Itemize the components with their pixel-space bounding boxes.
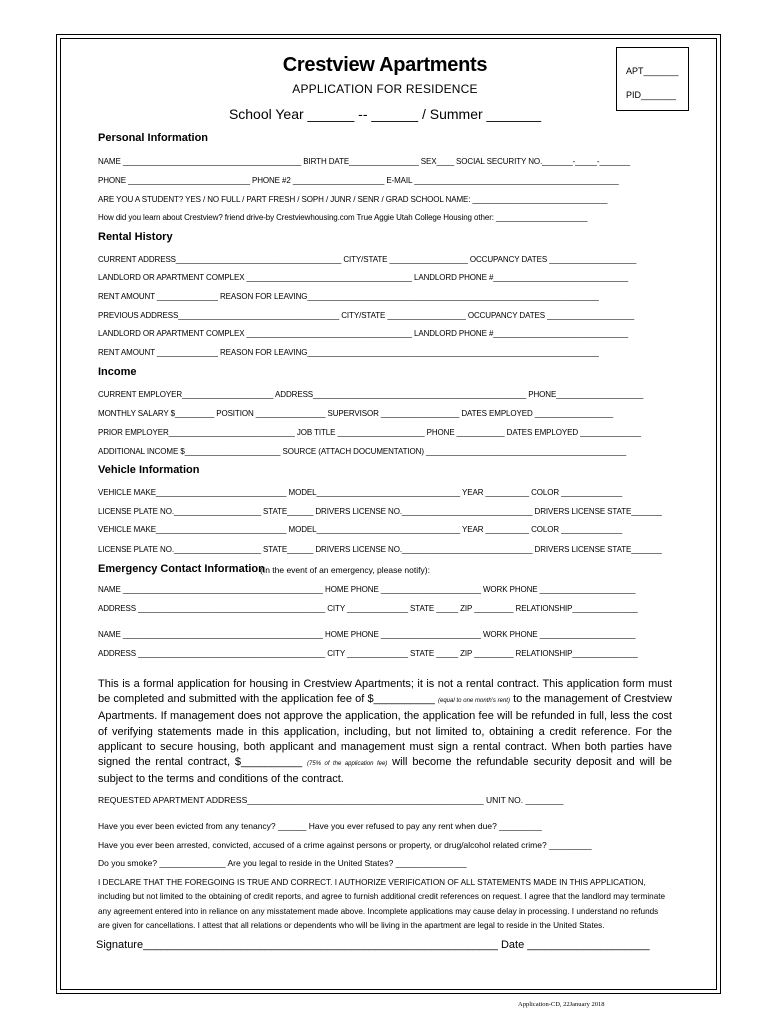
application-terms-paragraph: This is a formal application for housing in Crestview Apartments; it is not a rental contract. This application form must be completed and submitted with the application fee of $__________ (equal to one month's rent) to the management of Crestview Apartments. If management does not approve the application, the application fee will be refunded in full, less the cost of verifying statements made in this application, including, but not limited to, obtaining a credit reference. For the applicant to secure housing, both applicant and management must sign a rental contract. When both parties have signed the rental contract, $__________ (75% of the application fee) will become the refundable security deposit and will be subject to the terms and conditions of the contract. bbox=[98, 678, 673, 786]
rental-previous-rent-row[interactable]: RENT AMOUNT ______________ REASON FOR LEAVING___________________________________________________________________ bbox=[98, 348, 599, 357]
income-additional-row[interactable]: ADDITIONAL INCOME $______________________ SOURCE (ATTACH DOCUMENTATION) ______________________________________________ bbox=[98, 447, 627, 456]
rental-previous-address-row[interactable]: PREVIOUS ADDRESS_____________________________________ CITY/STATE __________________ OCCUPANCY DATES ____________________ bbox=[98, 311, 635, 320]
smoke-question-row[interactable]: Do you smoke? ______________ Are you legal to reside in the United States? _______________ bbox=[98, 858, 467, 868]
requested-apartment-row[interactable]: REQUESTED APARTMENT ADDRESS__________________________________________________ UNIT NO. ________ bbox=[98, 795, 564, 805]
section-emergency-contact: Emergency Contact Information bbox=[98, 563, 265, 575]
rental-current-rent-row[interactable]: RENT AMOUNT ______________ REASON FOR LEAVING___________________________________________________________________ bbox=[98, 292, 599, 301]
pid-field[interactable]: PID_______ bbox=[626, 90, 677, 100]
personal-phone-row[interactable]: PHONE ____________________________ PHONE #2 _____________________ E-MAIL _______________________________________________ bbox=[98, 176, 619, 185]
school-year-field[interactable]: School Year ______ -- ______ / Summer _______ bbox=[228, 106, 542, 122]
personal-name-row[interactable]: NAME _________________________________________ BIRTH DATE________________ SEX____ SOCIAL SECURITY NO._______-_____-_______ bbox=[98, 157, 630, 166]
income-prior-employer-row[interactable]: PRIOR EMPLOYER_____________________________ JOB TITLE ____________________ PHONE ___________ DATES EMPLOYED ______________ bbox=[98, 428, 642, 437]
emergency-address-row-2[interactable]: ADDRESS ___________________________________________ CITY ______________ STATE _____ ZIP _________ RELATIONSHIP_______________ bbox=[98, 649, 638, 658]
section-income: Income bbox=[98, 366, 137, 378]
emergency-name-row-2[interactable]: NAME ______________________________________________ HOME PHONE _______________________ WORK PHONE ______________________ bbox=[98, 630, 636, 639]
section-vehicle-information: Vehicle Information bbox=[98, 464, 200, 476]
income-current-employer-row[interactable]: CURRENT EMPLOYER_____________________ ADDRESS_________________________________________________ PHONE____________________ bbox=[98, 390, 644, 399]
arrest-question-row[interactable]: Have you ever been arrested, convicted, accused of a crime against persons or property, or drug/alcohol related crime? _________ bbox=[98, 840, 592, 850]
vehicle-license-row-2[interactable]: LICENSE PLATE NO.____________________ STATE______ DRIVERS LICENSE NO.______________________________ DRIVERS LICENSE STATE_______ bbox=[98, 545, 662, 554]
personal-student-row[interactable]: ARE YOU A STUDENT? YES / NO FULL / PART FRESH / SOPH / JUNR / SENR / GRAD SCHOOL NAME: _______________________________ bbox=[98, 195, 608, 204]
vehicle-make-row-2[interactable]: VEHICLE MAKE______________________________ MODEL_________________________________ YEAR __________ COLOR ______________ bbox=[98, 525, 623, 534]
emergency-name-row[interactable]: NAME ______________________________________________ HOME PHONE _______________________ WORK PHONE ______________________ bbox=[98, 585, 636, 594]
section-personal-information: Personal Information bbox=[98, 132, 209, 144]
vehicle-make-row[interactable]: VEHICLE MAKE______________________________ MODEL_________________________________ YEAR __________ COLOR ______________ bbox=[98, 488, 623, 497]
form-subtitle: APPLICATION FOR RESIDENCE bbox=[292, 82, 478, 96]
emergency-address-row[interactable]: ADDRESS ___________________________________________ CITY ______________ STATE _____ ZIP _________ RELATIONSHIP_______________ bbox=[98, 604, 638, 613]
declaration-text: I DECLARE THAT THE FOREGOING IS TRUE AND CORRECT. I AUTHORIZE VERIFICATION OF ALL STATEMENTS MADE IN THIS APPLICATION, including but not limited to the obtaining of credit reports, and agree to furnish additional credit references on request. I agree that the landlord may terminate any agreement entered into in reliance on any misstatement made above. Incomplete applications may cause delay in processing. I understand no refunds are given for cancellations. I attest that all relations or dependents who will be living in the apartment are legal to reside in the United States. bbox=[98, 878, 666, 931]
page-title: Crestview Apartments bbox=[282, 54, 488, 76]
signature-date-row[interactable]: Signature__________________________________________________________ Date ____________________ bbox=[96, 939, 650, 951]
rental-current-landlord-row[interactable]: LANDLORD OR APARTMENT COMPLEX ______________________________________ LANDLORD PHONE #_______________________________ bbox=[98, 273, 629, 282]
emergency-note: (In the event of an emergency, please notify): bbox=[260, 565, 430, 575]
rental-current-address-row[interactable]: CURRENT ADDRESS______________________________________ CITY/STATE __________________ OCCUPANCY DATES ____________________ bbox=[98, 255, 637, 264]
apt-field[interactable]: APT_______ bbox=[626, 66, 679, 76]
section-rental-history: Rental History bbox=[98, 231, 173, 243]
footer-version: Application-CD, 22January 2018 bbox=[518, 1001, 605, 1008]
eviction-question-row[interactable]: Have you ever been evicted from any tenancy? ______ Have you ever refused to pay any rent when due? _________ bbox=[98, 821, 542, 831]
vehicle-license-row[interactable]: LICENSE PLATE NO.____________________ STATE______ DRIVERS LICENSE NO.______________________________ DRIVERS LICENSE STATE_______ bbox=[98, 507, 662, 516]
income-salary-row[interactable]: MONTHLY SALARY $_________ POSITION ________________ SUPERVISOR __________________ DATES EMPLOYED __________________ bbox=[98, 409, 614, 418]
office-use-box bbox=[616, 47, 689, 111]
rental-previous-landlord-row[interactable]: LANDLORD OR APARTMENT COMPLEX ______________________________________ LANDLORD PHONE #_______________________________ bbox=[98, 329, 629, 338]
personal-referral-row[interactable]: How did you learn about Crestview? friend drive-by Crestviewhousing.com True Aggie Utah College Housing other: _____________________ bbox=[98, 213, 588, 222]
